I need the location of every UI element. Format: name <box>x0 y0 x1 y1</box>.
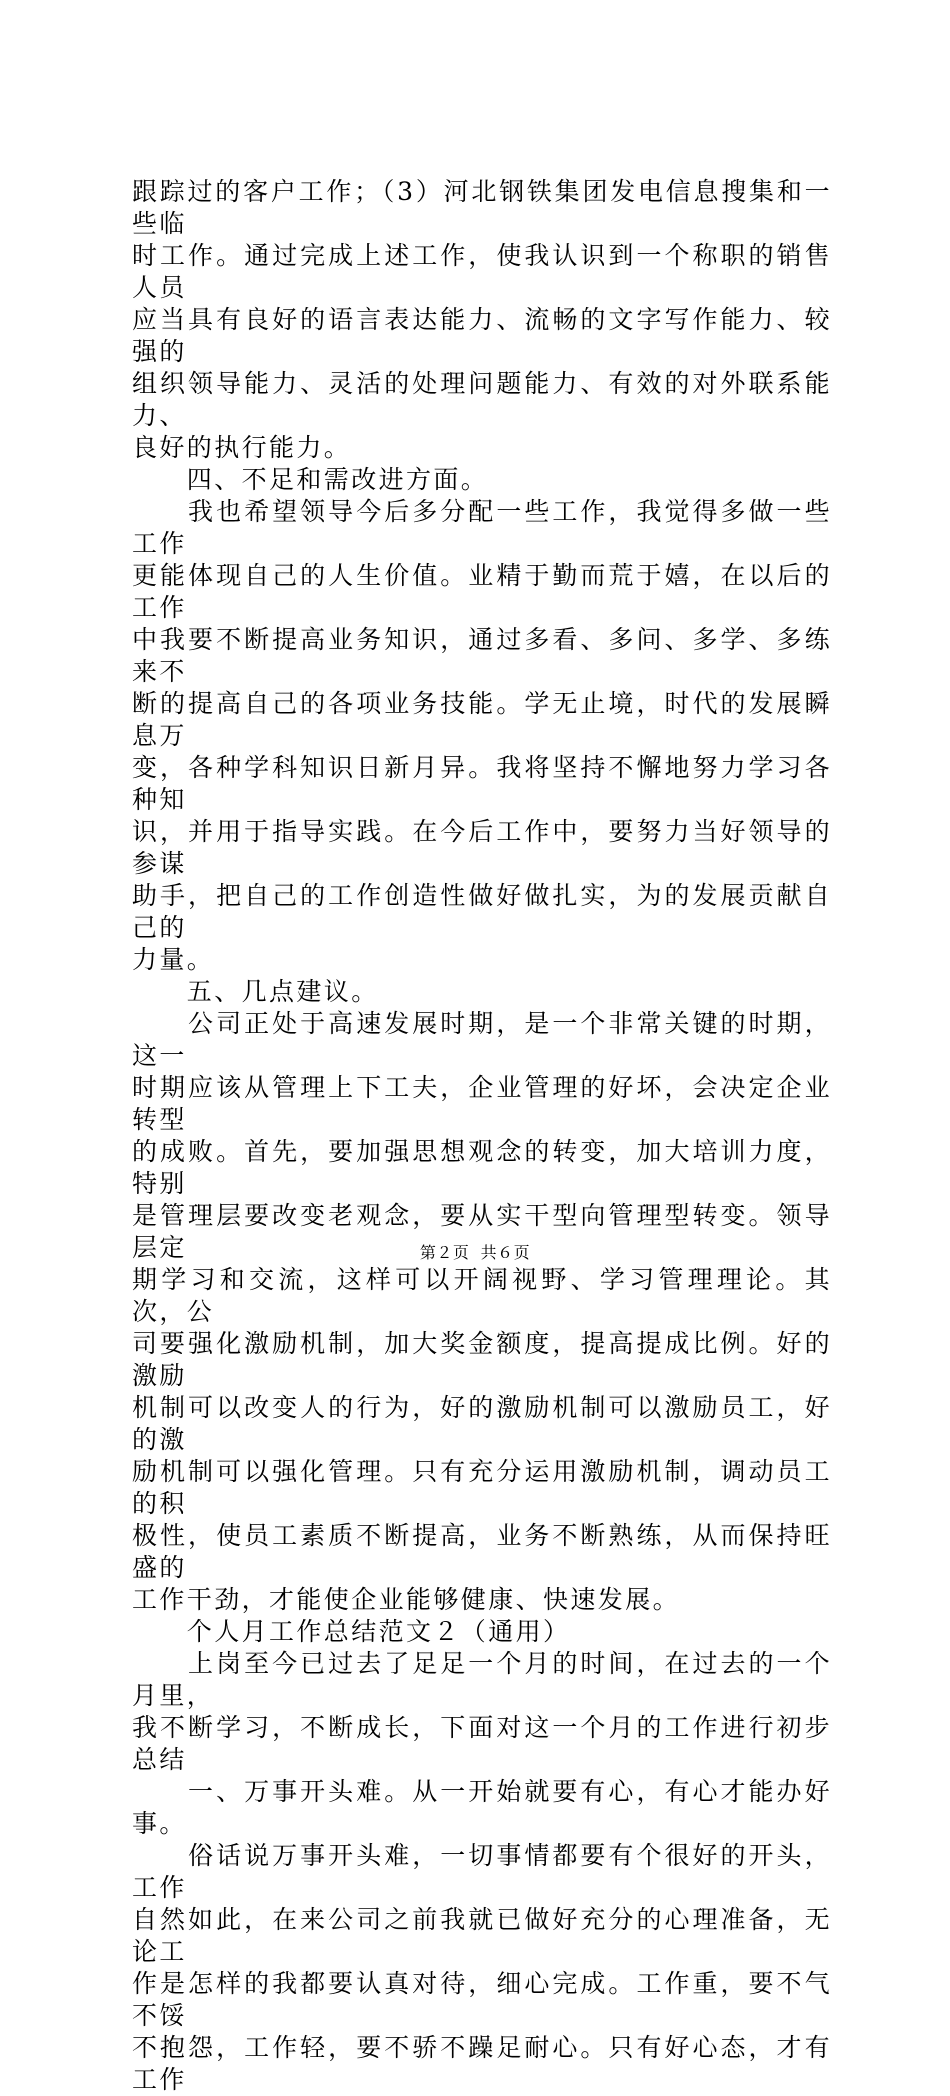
text-line: 机制可以改变人的行为，好的激励机制可以激励员工，好的激 <box>132 1393 832 1454</box>
text-line: 个人月工作总结范文２（通用） <box>132 1617 571 1646</box>
text-line: 上岗至今已过去了足足一个月的时间，在过去的一个月里， <box>132 1649 832 1710</box>
text-line: 应当具有良好的语言表达能力、流畅的文字写作能力、较强的 <box>132 305 832 366</box>
text-line: 我也希望领导今后多分配一些工作，我觉得多做一些工作 <box>132 497 832 558</box>
text-line: 识，并用于指导实践。在今后工作中，要努力当好领导的参谋 <box>132 817 832 878</box>
text-line: 跟踪过的客户工作；（3）河北钢铁集团发电信息搜集和一些临 <box>132 177 832 238</box>
text-line: 励机制可以强化管理。只有充分运用激励机制，调动员工的积 <box>132 1457 832 1518</box>
text-line: 更能体现自己的人生价值。业精于勤而荒于嬉，在以后的工作 <box>132 561 832 622</box>
text-line: 组织领导能力、灵活的处理问题能力、有效的对外联系能力、 <box>132 369 832 430</box>
text-line: 我不断学习，不断成长，下面对这一个月的工作进行初步总结 <box>132 1713 832 1774</box>
text-line: 俗话说万事开头难，一切事情都要有个很好的开头，工作 <box>132 1841 832 1902</box>
text-line: 的成败。首先，要加强思想观念的转变，加大培训力度，特别 <box>132 1137 832 1198</box>
text-line: 时工作。通过完成上述工作，使我认识到一个称职的销售人员 <box>132 241 832 302</box>
text-line: 自然如此，在来公司之前我就已做好充分的心理准备，无论工 <box>132 1905 832 1966</box>
text-line: 助手，把自己的工作创造性做好做扎实，为的发展贡献自己的 <box>132 881 832 942</box>
text-line: 工作干劲，才能使企业能够健康、快速发展。 <box>132 1585 681 1614</box>
text-line: 中我要不断提高业务知识，通过多看、多问、多学、多练来不 <box>132 625 832 686</box>
text-line: 公司正处于高速发展时期，是一个非常关键的时期，这一 <box>132 1009 832 1070</box>
text-line: 期学习和交流，这样可以开阔视野、学习管理理论。其次，公 <box>132 1265 832 1326</box>
page-total: 共６页 <box>480 1243 531 1262</box>
text-line: 不抱怨，工作轻，要不骄不躁足耐心。只有好心态，才有工作 <box>132 2033 832 2094</box>
text-line: 是管理层要改变老观念，要从实干型向管理型转变。领导层定 <box>132 1201 832 1262</box>
text-line: 一、万事开头难。从一开始就要有心，有心才能办好事。 <box>132 1777 832 1838</box>
page-number: 第２页 <box>419 1243 470 1262</box>
text-line: 作是怎样的我都要认真对待，细心完成。工作重，要不气不馁 <box>132 1969 832 2030</box>
text-line: 四、不足和需改进方面。 <box>132 465 489 494</box>
text-line: 良好的执行能力。 <box>132 433 352 462</box>
footer-spacer <box>469 1243 480 1262</box>
text-line: 极性，使员工素质不断提高，业务不断熟练，从而保持旺盛的 <box>132 1521 832 1582</box>
text-line: 力量。 <box>132 945 215 974</box>
document-body <box>132 176 832 2096</box>
text-line: 司要强化激励机制，加大奖金额度，提高提成比例。好的激励 <box>132 1329 832 1390</box>
page-footer <box>0 1240 950 1263</box>
text-line: 变，各种学科知识日新月异。我将坚持不懈地努力学习各种知 <box>132 753 832 814</box>
text-line: 断的提高自己的各项业务技能。学无止境，时代的发展瞬息万 <box>132 689 832 750</box>
text-line: 五、几点建议。 <box>132 977 379 1006</box>
text-line: 时期应该从管理上下工夫，企业管理的好坏，会决定企业转型 <box>132 1073 832 1134</box>
